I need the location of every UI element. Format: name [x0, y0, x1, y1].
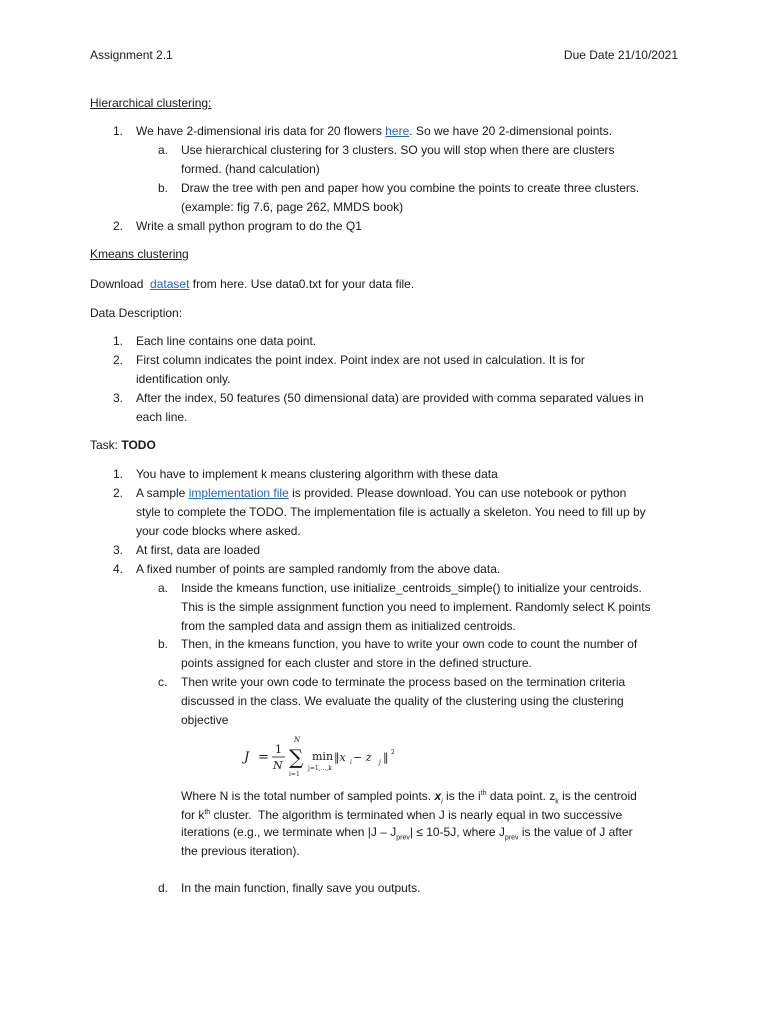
list-item: First column indicates the point index. Point index are not used in calculation. It is for	[136, 353, 585, 367]
text: prev	[504, 834, 519, 842]
list-item-cont: points assigned for each cluster and store in the defined structure.	[181, 656, 532, 670]
list-number: 2.	[113, 353, 124, 367]
todo-label: TODO	[121, 438, 156, 452]
text: is the i	[442, 789, 481, 803]
text: k	[555, 798, 559, 806]
section-title-hierarchical: Hierarchical clustering:	[90, 96, 212, 110]
text: iterations (e.g., we terminate when |J – J	[181, 825, 397, 839]
list-number: 1.	[113, 334, 124, 348]
sigma-symbol: ∑	[289, 745, 304, 769]
norm-close: ‖	[383, 751, 389, 764]
formula-n: N	[273, 759, 283, 772]
section-title-kmeans: Kmeans clustering	[90, 247, 189, 261]
list-item: You have to implement k means clustering algorithm with these data	[136, 467, 498, 481]
text: i	[441, 798, 443, 806]
list-item	[136, 123, 612, 139]
list-item: Write a small python program to do the Q1	[136, 219, 362, 233]
text: We have 2-dimensional iris data for 20 flowers	[136, 124, 386, 138]
list-letter: a.	[158, 581, 169, 595]
text: | ≤ 10-5J, where J	[409, 825, 505, 839]
where-line-2	[181, 805, 622, 823]
list-item: Then write your own code to terminate the process based on the termination criteria	[181, 675, 626, 689]
list-item: In the main function, finally save you outputs.	[181, 881, 421, 895]
list-item: After the index, 50 features (50 dimensional data) are provided with comma separated values in	[136, 391, 644, 405]
list-item-cont: discussed in the class. We evaluate the quality of the clustering using the clustering	[181, 694, 624, 708]
text: from here. Use data0.txt for your data file.	[189, 277, 415, 291]
text: cluster. The algorithm is terminated when J is nearly equal in two successive	[210, 808, 623, 822]
list-letter: d.	[158, 881, 169, 895]
text: Task:	[90, 438, 122, 452]
list-item: At first, data are loaded	[136, 543, 261, 557]
list-item-cont: identification only.	[136, 372, 231, 386]
min-label: min	[312, 750, 334, 763]
list-letter: c.	[158, 675, 168, 689]
text: Download	[90, 277, 151, 291]
list-item: Each line contains one data point.	[136, 334, 317, 348]
list-letter: a.	[158, 143, 169, 157]
due-date: Due Date 21/10/2021	[563, 48, 678, 62]
text: is provided. Please download. You can use notebook or python	[288, 486, 627, 500]
implementation-file-link[interactable]: implementation file	[188, 486, 289, 500]
min-sub: j=1,...,k	[308, 765, 332, 772]
list-item-cont: objective	[181, 713, 229, 727]
text: . So we have 20 2-dimensional points.	[409, 124, 613, 138]
sigma-lower: i=1	[289, 771, 300, 778]
list-number: 2.	[113, 219, 124, 233]
text: data point. z	[486, 789, 556, 803]
text: th	[480, 790, 487, 797]
download-line	[90, 276, 414, 292]
list-number: 4.	[113, 562, 124, 576]
assignment-label: Assignment 2.1	[90, 48, 173, 62]
dataset-link[interactable]: dataset	[150, 277, 190, 291]
text: is the centroid	[558, 789, 637, 803]
list-item: Use hierarchical clustering for 3 clusters. SO you will stop when there are clusters	[181, 143, 615, 157]
list-item: Inside the kmeans function, use initialize_centroids_simple() to initialize your centroids.	[181, 581, 642, 595]
norm-square: 2	[391, 749, 395, 756]
text: Where N is the total number of sampled points.	[181, 789, 435, 803]
text: x	[434, 789, 442, 803]
sigma-upper: N	[294, 736, 301, 744]
list-item-cont: each line.	[136, 410, 188, 424]
text: is the value of J after	[518, 825, 633, 839]
formula-one: 1	[275, 743, 282, 756]
list-number: 3.	[113, 543, 124, 557]
kmeans-objective-formula	[230, 734, 430, 780]
list-item-cont: style to complete the TODO. The implementation file is actually a skeleton. You need to fill up by	[136, 505, 646, 519]
list-number: 1.	[113, 467, 124, 481]
list-number: 1.	[113, 124, 124, 138]
text: for k	[181, 808, 205, 822]
list-letter: b.	[158, 181, 169, 195]
list-item-cont: from the sampled data and assign them as initialized centroids.	[181, 619, 516, 633]
task-heading	[90, 437, 156, 453]
formula-eq: =	[258, 750, 269, 765]
data-description-title: Data Description:	[90, 306, 183, 320]
list-item: Draw the tree with pen and paper how you combine the points to create three clusters.	[181, 181, 640, 195]
norm-j: j	[379, 759, 381, 766]
list-item: Then, in the kmeans function, you have to write your own code to count the number of	[181, 637, 638, 651]
page-header	[90, 48, 678, 66]
where-line-4: the previous iteration).	[181, 844, 300, 858]
iris-data-link[interactable]: here	[385, 124, 410, 138]
list-item-cont: This is the simple assignment function you need to implement. Randomly select K points	[181, 600, 651, 614]
list-number: 3.	[113, 391, 124, 405]
list-letter: b.	[158, 637, 169, 651]
norm-minus-z: − z	[353, 751, 372, 764]
list-item-cont: formed. (hand calculation)	[181, 162, 320, 176]
list-item-cont: your code blocks where asked.	[136, 524, 301, 538]
formula-j: J	[244, 750, 250, 765]
text: A sample	[136, 486, 189, 500]
norm-i: i	[350, 759, 352, 766]
list-item-cont: (example: fig 7.6, page 262, MMDS book)	[181, 200, 404, 214]
text: prev	[396, 834, 410, 842]
list-item	[136, 485, 626, 501]
norm-x: ‖x	[334, 751, 346, 764]
list-number: 2.	[113, 486, 124, 500]
text: th	[204, 809, 211, 816]
list-item: A fixed number of points are sampled randomly from the above data.	[136, 562, 501, 576]
